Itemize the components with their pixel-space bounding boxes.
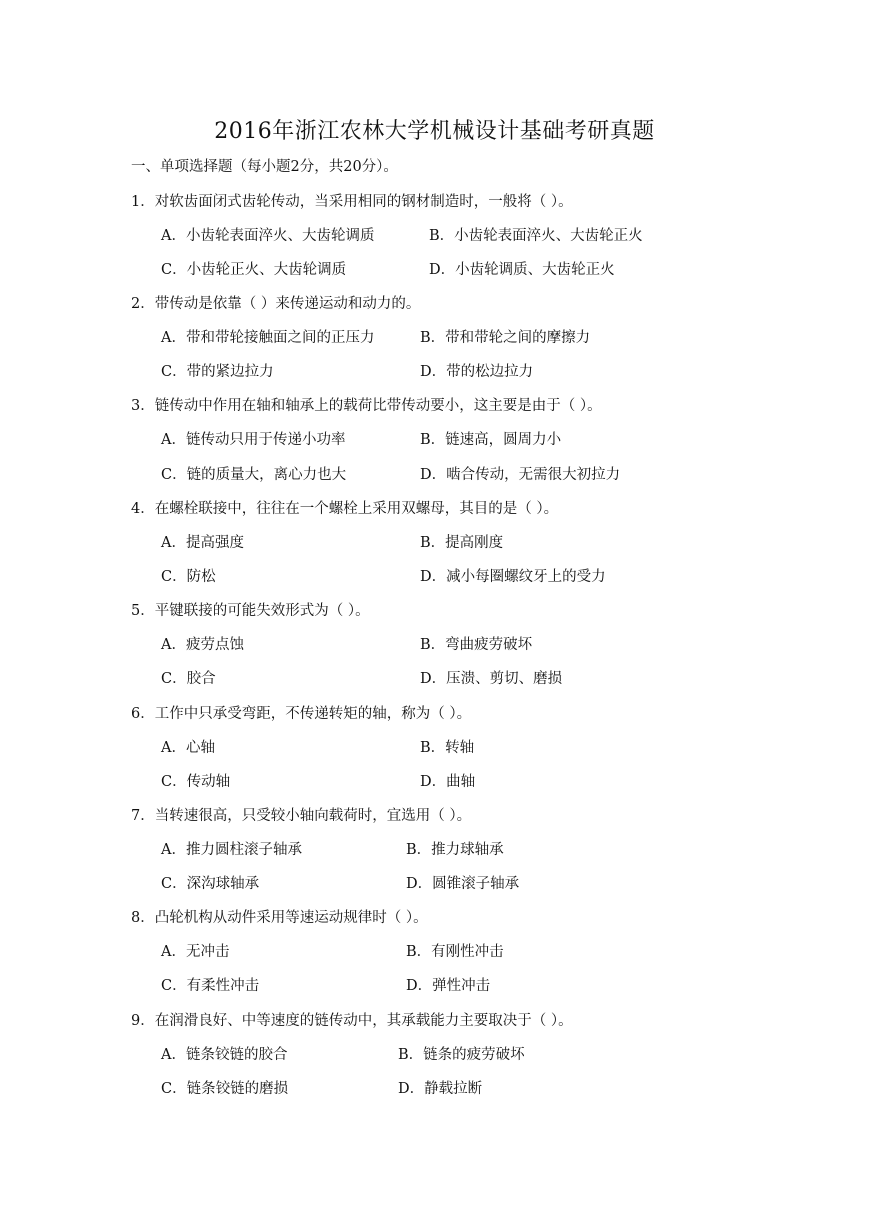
- question-5-option-d: D．压溃、剪切、磨损: [420, 671, 563, 687]
- question-1-option-b: B．小齿轮表面淬火、大齿轮正火: [429, 228, 643, 244]
- question-8-option-c: C．有柔性冲击: [161, 978, 260, 994]
- question-4-stem: 4．在螺栓联接中，往往在一个螺栓上采用双螺母，其目的是（ ）。: [131, 501, 559, 517]
- question-2-option-c: C．带的紧边拉力: [161, 364, 274, 380]
- question-5-option-a: A．疲劳点蚀: [161, 637, 244, 653]
- question-3-option-a: A．链传动只用于传递小功率: [161, 432, 346, 448]
- question-9-stem: 9．在润滑良好、中等速度的链传动中，其承载能力主要取决于（ ）。: [131, 1013, 573, 1029]
- question-2-stem: 2．带传动是依靠（ ）来传递运动和动力的。: [131, 296, 421, 312]
- question-6-option-a: A．心轴: [161, 740, 215, 756]
- question-3-option-b: B．链速高，圆周力小: [420, 432, 562, 448]
- question-6-option-c: C．传动轴: [161, 774, 231, 790]
- question-9-option-a: A．链条铰链的胶合: [161, 1047, 288, 1063]
- question-1-option-d: D．小齿轮调质、大齿轮正火: [429, 262, 615, 278]
- question-7-option-d: D．圆锥滚子轴承: [406, 876, 520, 892]
- question-1-option-a: A．小齿轮表面淬火、大齿轮调质: [161, 228, 375, 244]
- question-7-option-b: B．推力球轴承: [406, 842, 504, 858]
- question-7-stem: 7．当转速很高，只受较小轴向载荷时，宜选用（ ）。: [131, 808, 472, 824]
- question-2-option-a: A．带和带轮接触面之间的正压力: [161, 330, 375, 346]
- question-2-option-d: D．带的松边拉力: [420, 364, 534, 380]
- question-8-stem: 8．凸轮机构从动件采用等速运动规律时（ ）。: [131, 910, 428, 926]
- document-title: 2016年浙江农林大学机械设计基础考研真题: [214, 119, 655, 144]
- question-4-option-b: B．提高刚度: [420, 535, 504, 551]
- question-7-option-c: C．深沟球轴承: [161, 876, 260, 892]
- question-3-option-c: C．链的质量大，离心力也大: [161, 467, 347, 483]
- question-8-option-d: D．弹性冲击: [406, 978, 491, 994]
- question-4-option-d: D．减小每圈螺纹牙上的受力: [420, 569, 606, 585]
- section-heading: 一、单项选择题（每小题2分，共20分）。: [131, 159, 398, 175]
- question-9-option-b: B．链条的疲劳破坏: [398, 1047, 525, 1063]
- question-3-option-d: D．啮合传动，无需很大初拉力: [420, 467, 621, 483]
- question-8-option-a: A．无冲击: [161, 944, 230, 960]
- question-5-option-b: B．弯曲疲劳破坏: [420, 637, 533, 653]
- question-8-option-b: B．有刚性冲击: [406, 944, 504, 960]
- question-4-option-a: A．提高强度: [161, 535, 244, 551]
- question-4-option-c: C．防松: [161, 569, 216, 585]
- question-9-option-d: D．静载拉断: [398, 1081, 483, 1097]
- question-6-option-b: B．转轴: [420, 740, 475, 756]
- question-6-stem: 6．工作中只承受弯距，不传递转矩的轴，称为（ ）。: [131, 706, 472, 722]
- question-2-option-b: B．带和带轮之间的摩擦力: [420, 330, 591, 346]
- question-3-stem: 3．链传动中作用在轴和轴承上的载荷比带传动要小，这主要是由于（ ）。: [131, 398, 602, 414]
- question-5-option-c: C．胶合: [161, 671, 216, 687]
- question-1-stem: 1．对软齿面闭式齿轮传动，当采用相同的钢材制造时，一般将（ ）。: [131, 194, 573, 210]
- question-9-option-c: C．链条铰链的磨损: [161, 1081, 289, 1097]
- question-5-stem: 5．平键联接的可能失效形式为（ ）。: [131, 603, 370, 619]
- question-6-option-d: D．曲轴: [420, 774, 476, 790]
- question-7-option-a: A．推力圆柱滚子轴承: [161, 842, 302, 858]
- question-1-option-c: C．小齿轮正火、大齿轮调质: [161, 262, 347, 278]
